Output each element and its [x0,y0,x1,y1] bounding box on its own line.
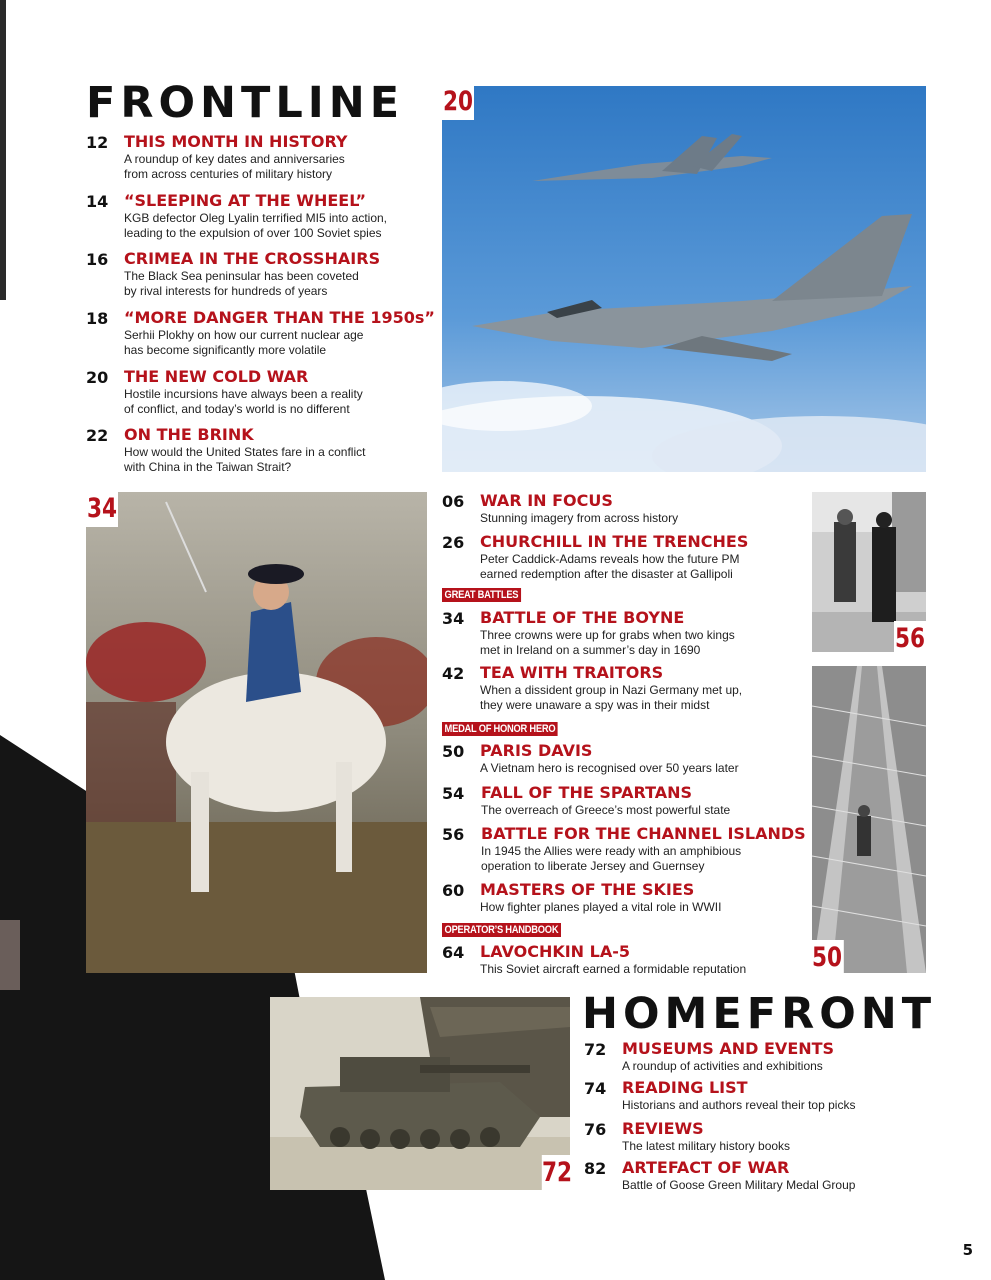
toc-entry-page-number: 34 [442,609,465,628]
page-badge-34: 34 [86,491,118,527]
toc-entry-title: MUSEUMS AND EVENTS [622,1039,835,1058]
toc-entry-page-number: 74 [584,1079,607,1098]
rope-bridge-photo-image [812,666,926,973]
toc-entry-title: REVIEWS [622,1119,704,1138]
toc-entry-page-number: 20 [86,368,109,387]
toc-entry-description: A Vietnam hero is recognised over 50 years later [480,761,739,775]
toc-entry-title: ON THE BRINK [124,425,254,444]
toc-entry-description: Serhii Plokhy on how our current nuclear age has become significantly more volatile [124,328,364,357]
tank-photo-image [270,997,570,1190]
toc-entry-page-number: 14 [86,192,109,211]
toc-entry-description: How fighter planes played a vital role in WWII [480,900,722,914]
page-number: 5 [962,1241,973,1259]
toc-entry-title: PARIS DAVIS [480,741,593,760]
tag-medal-of-honor: MEDAL OF HONOR HERO [442,722,558,736]
toc-entry-title: THIS MONTH IN HISTORY [124,132,348,151]
toc-entry-title: READING LIST [622,1078,748,1097]
toc-entry-description: The overreach of Greece’s most powerful state [481,803,731,817]
tag-operators-handbook: OPERATOR’S HANDBOOK [442,923,561,937]
toc-entry-page-number: 56 [442,825,465,844]
tag-great-battles: GREAT BATTLES [442,588,521,602]
frontline-heading: FRONTLINE [86,78,405,128]
toc-entry-title: FALL OF THE SPARTANS [481,783,693,802]
toc-entry-title: TEA WITH TRAITORS [480,663,664,682]
toc-entry-title: “SLEEPING AT THE WHEEL” [124,191,367,210]
toc-entry [86,426,426,476]
toc-entry-description: Stunning imagery from across history [480,511,679,525]
toc-entry-description: A roundup of key dates and anniversaries from across centuries of military history [124,152,345,181]
jets-image [442,86,926,472]
toc-entry [442,533,802,583]
toc-entry-description: In 1945 the Allies were ready with an amphibious operation to liberate Jersey and Guernsey [481,844,742,873]
toc-entry-title: LAVOCHKIN LA-5 [480,942,630,961]
toc-entry-page-number: 72 [584,1040,607,1059]
toc-entry-description: How would the United States fare in a conflict with China in the Taiwan Strait? [124,445,366,474]
toc-entry-description: Peter Caddick-Adams reveals how the future PM earned redemption after the disaster at Gallipoli [480,552,740,581]
toc-entry-page-number: 42 [442,664,465,683]
toc-entry-description: The latest military history books [622,1139,791,1153]
homefront-heading: HOMEFRONT [582,989,937,1039]
toc-entry [86,133,426,183]
toc-entry-title: BATTLE OF THE BOYNE [480,608,685,627]
toc-entry-page-number: 06 [442,492,465,511]
toc-entry-page-number: 18 [86,309,109,328]
toc-entry-title: ARTEFACT OF WAR [622,1158,790,1177]
toc-entry-description: When a dissident group in Nazi Germany met up, they were unaware a spy was in their midst [480,683,743,712]
toc-entry-title: CHURCHILL IN THE TRENCHES [480,532,749,551]
toc-entry [86,368,426,418]
toc-entry-description: This Soviet aircraft earned a formidable reputation [480,962,747,976]
toc-entry [442,824,806,875]
toc-entry-title: THE NEW COLD WAR [124,367,309,386]
battle-painting-image [86,492,427,973]
toc-entry-description: KGB defector Oleg Lyalin terrified MI5 into action, leading to the expulsion of over 100 Soviet spies [124,211,388,240]
toc-entry-page-number: 22 [86,426,109,445]
toc-entry [442,664,802,714]
toc-entry-description: A roundup of activities and exhibitions [622,1059,823,1073]
toc-entry-title: BATTLE FOR THE CHANNEL ISLANDS [481,824,806,843]
toc-entry-page-number: 54 [442,784,465,803]
toc-entry-title: MASTERS OF THE SKIES [480,880,695,899]
toc-entry-description: Battle of Goose Green Military Medal Group [622,1178,856,1192]
toc-entry-page-number: 26 [442,533,465,552]
toc-entry [442,943,802,993]
toc-entry-title: CRIMEA IN THE CROSSHAIRS [124,249,381,268]
toc-entry-page-number: 82 [584,1159,607,1178]
toc-entry-page-number: 76 [584,1120,607,1139]
toc-entry [86,192,426,242]
page-badge-72: 72 [542,1155,572,1191]
toc-entry-description: Three crowns were up for grabs when two kings met in Ireland on a summer’s day in 1690 [480,628,735,657]
page-badge-20: 20 [442,84,474,120]
toc-entry-description: The Black Sea peninsular has been coveted by rival interests for hundreds of years [124,269,359,298]
page-badge-56: 56 [894,623,926,654]
toc-entry-page-number: 50 [442,742,465,761]
page-badge-50: 50 [810,940,844,976]
toc-entry [584,1159,904,1209]
toc-entry-title: “MORE DANGER THAN THE 1950s” [124,308,435,327]
toc-entry-description: Hostile incursions have always been a reality of conflict, and today’s world is no different [124,387,363,416]
toc-entry-page-number: 60 [442,881,465,900]
toc-entry-page-number: 16 [86,250,109,269]
toc-entry-page-number: 12 [86,133,109,152]
toc-entry [86,308,435,359]
toc-entry-description: Historians and authors reveal their top picks [622,1098,856,1112]
toc-entry-page-number: 64 [442,943,465,962]
toc-entry-title: WAR IN FOCUS [480,491,613,510]
toc-entry [442,609,802,659]
toc-entry [86,250,426,300]
